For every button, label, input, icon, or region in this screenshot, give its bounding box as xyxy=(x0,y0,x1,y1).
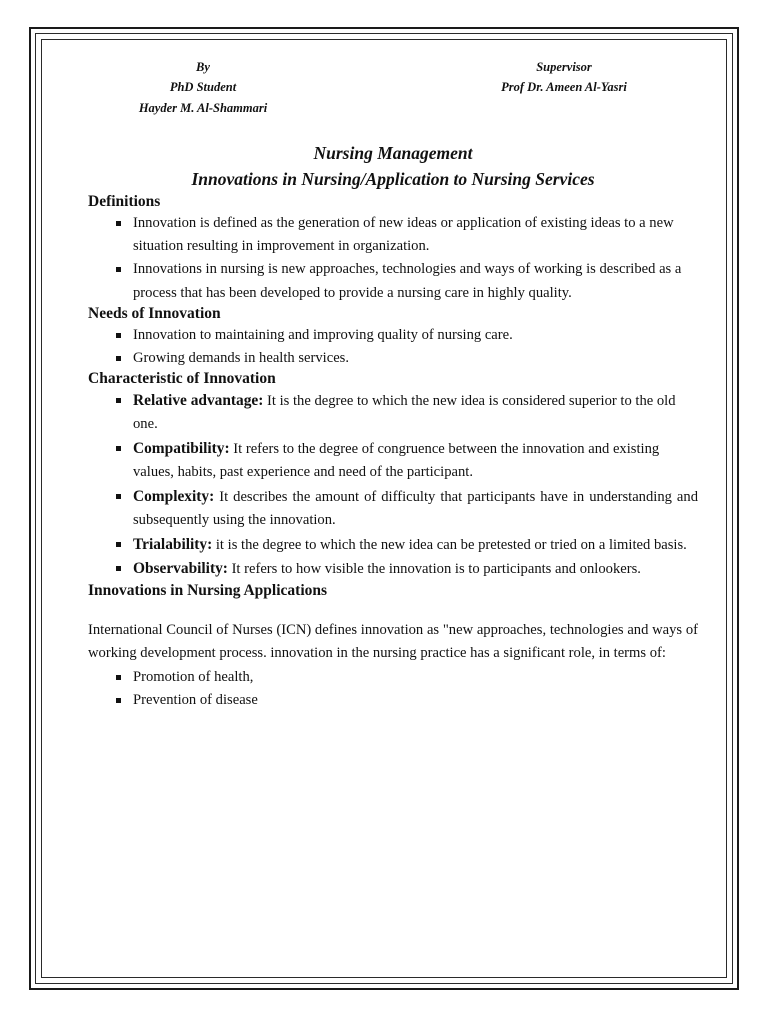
term-label: Complexity: xyxy=(133,487,215,505)
title-line-2: Innovations in Nursing/Application to Nursing Services xyxy=(191,169,595,190)
list-item: Growing demands in health services. xyxy=(88,347,698,370)
list-characteristic-of-innovation xyxy=(88,389,698,582)
term-description: It is the degree to which the new idea is considered superior to the old one. xyxy=(133,392,676,433)
document-title xyxy=(88,140,698,193)
author-role: PhD Student xyxy=(169,80,237,95)
list-item xyxy=(88,485,698,533)
list-needs-of-innovation xyxy=(88,324,698,371)
list-item: Promotion of health, xyxy=(88,666,698,689)
list-item: Innovation is defined as the generation of new ideas or application of existing ideas to a new situation resulting in improvement in organization. xyxy=(88,212,698,259)
supervisor-block xyxy=(424,57,704,98)
title-line-1: Nursing Management xyxy=(313,142,473,163)
heading-innovations-in-nursing-applications: Innovations in Nursing Applications xyxy=(88,582,328,600)
author-block xyxy=(78,57,328,118)
list-item xyxy=(88,389,698,437)
document-header xyxy=(88,57,698,118)
term-label: Observability: xyxy=(133,560,228,578)
list-definitions xyxy=(88,212,698,305)
list-item: Prevention of disease xyxy=(88,689,698,712)
list-item: Innovations in nursing is new approaches, technologies and ways of working is described as a process that has been developed to provide a nursing care in highly quality. xyxy=(88,258,698,305)
document-content xyxy=(88,57,698,713)
author-name: Hayder M. Al-Shammari xyxy=(138,100,268,115)
heading-definitions: Definitions xyxy=(88,192,161,210)
page-border-middle xyxy=(35,33,733,984)
supervisor-label: Supervisor xyxy=(536,60,592,74)
list-item xyxy=(88,557,698,582)
page-border-inner xyxy=(41,39,727,978)
list-item: Innovation to maintaining and improving quality of nursing care. xyxy=(88,324,698,347)
supervisor-name: Prof Dr. Ameen Al-Yasri xyxy=(501,80,627,95)
term-description: it is the degree to which the new idea can be pretested or tried on a limited basis. xyxy=(212,536,687,553)
list-item xyxy=(88,533,698,558)
term-label: Relative advantage: xyxy=(133,391,264,409)
author-label: By xyxy=(196,60,210,74)
term-description: It refers to how visible the innovation is to participants and onlookers. xyxy=(227,561,641,578)
heading-needs-of-innovation: Needs of Innovation xyxy=(88,304,221,322)
page-border-outer xyxy=(29,27,739,990)
heading-characteristic-of-innovation: Characteristic of Innovation xyxy=(88,370,276,388)
term-label: Trialability: xyxy=(133,535,213,553)
applications-paragraph: International Council of Nurses (ICN) defines innovation as "new approaches, technologies and ways of working development process. innovation in the nursing practice has a significant role, in terms of: xyxy=(88,621,698,662)
term-description: It refers to the degree of congruence between the innovation and existing values, habits, past experience and need of the participant. xyxy=(133,440,660,481)
list-applications xyxy=(88,666,698,713)
term-description: It describes the amount of difficulty that participants have in understanding and subsequently using the innovation. xyxy=(133,488,698,529)
term-label: Compatibility: xyxy=(133,439,230,457)
list-item xyxy=(88,437,698,485)
